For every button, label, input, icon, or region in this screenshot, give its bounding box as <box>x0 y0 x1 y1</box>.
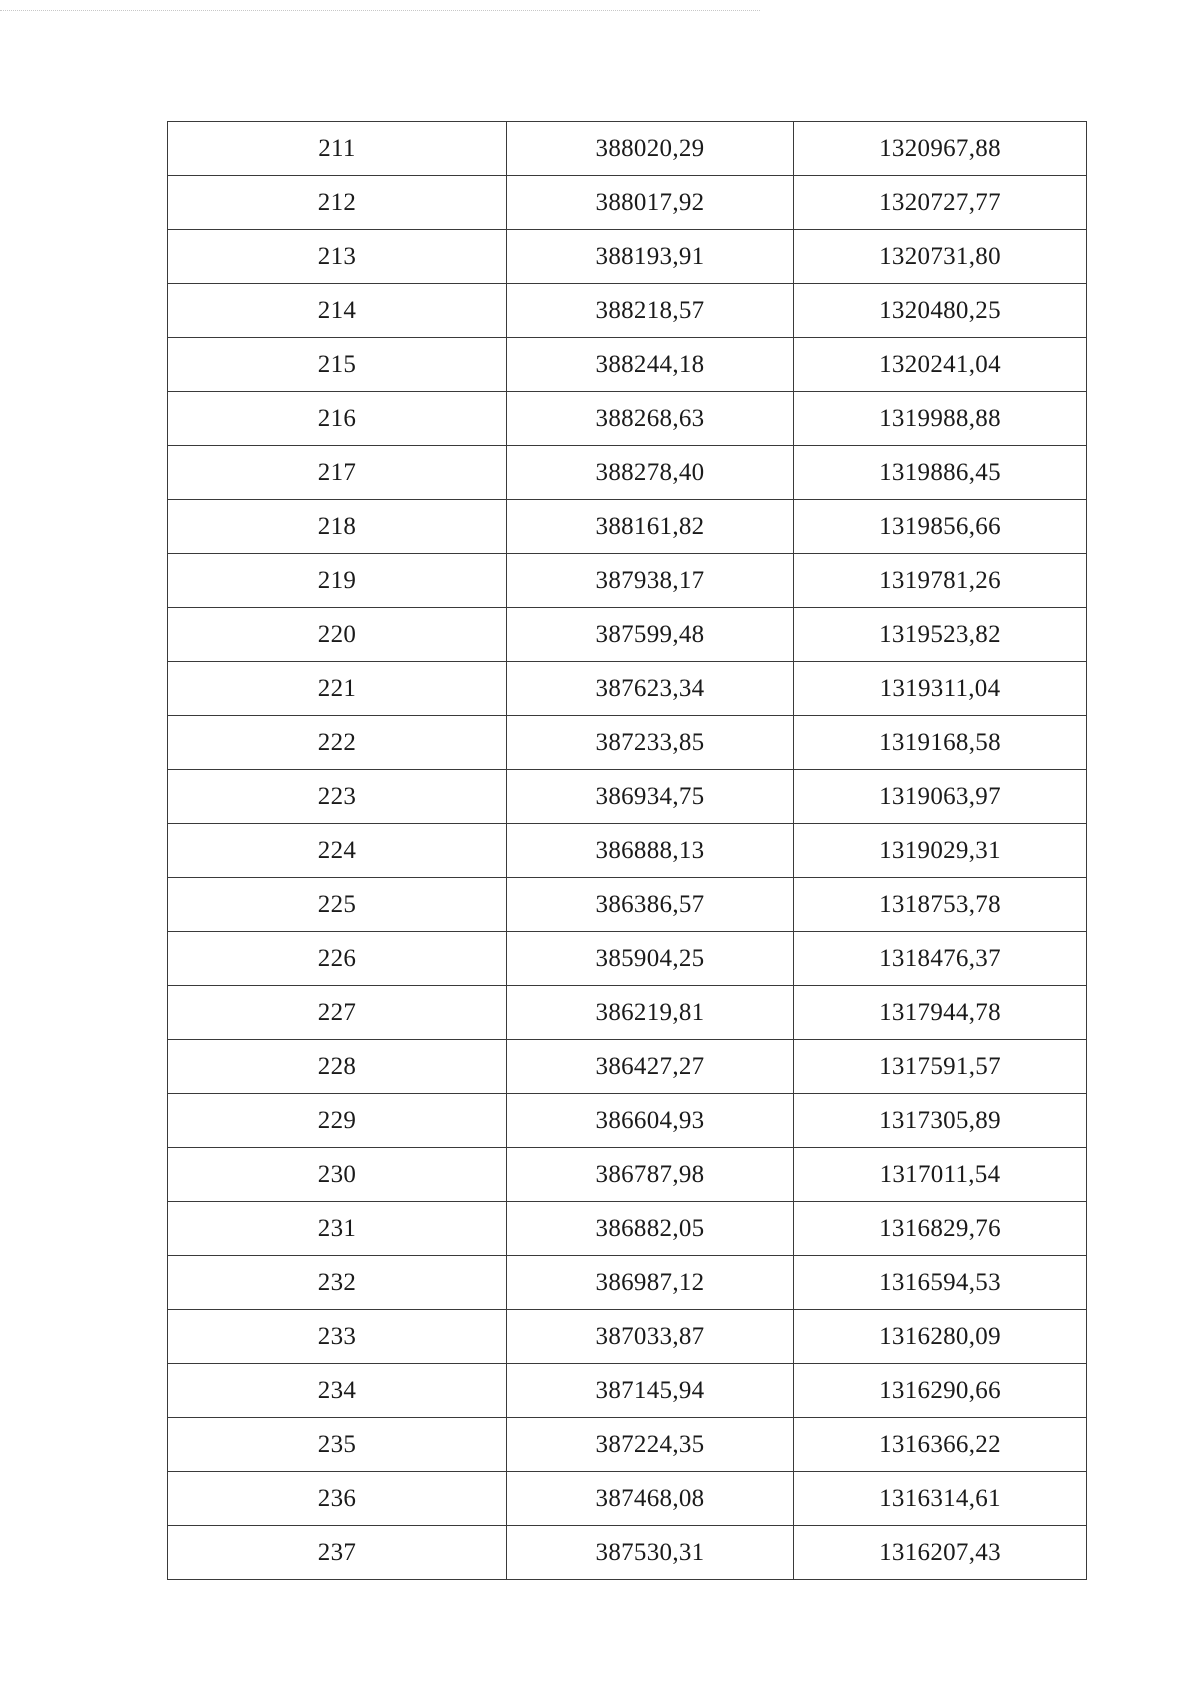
x-coordinate-cell: 388017,92 <box>507 176 794 230</box>
x-coordinate-cell: 386604,93 <box>507 1094 794 1148</box>
y-coordinate-cell: 1317305,89 <box>794 1094 1087 1148</box>
y-coordinate-cell: 1316207,43 <box>794 1526 1087 1580</box>
point-number-cell: 232 <box>168 1256 507 1310</box>
y-coordinate-cell: 1320967,88 <box>794 122 1087 176</box>
x-coordinate-cell: 388193,91 <box>507 230 794 284</box>
table-row <box>168 1364 1087 1418</box>
y-coordinate-cell: 1319168,58 <box>794 716 1087 770</box>
y-coordinate-cell: 1319063,97 <box>794 770 1087 824</box>
y-coordinate-cell: 1319523,82 <box>794 608 1087 662</box>
y-coordinate-cell: 1316829,76 <box>794 1202 1087 1256</box>
point-number-cell: 236 <box>168 1472 507 1526</box>
table-row <box>168 608 1087 662</box>
x-coordinate-cell: 387233,85 <box>507 716 794 770</box>
point-number-cell: 233 <box>168 1310 507 1364</box>
table-row <box>168 122 1087 176</box>
table-row <box>168 392 1087 446</box>
y-coordinate-cell: 1317011,54 <box>794 1148 1087 1202</box>
point-number-cell: 223 <box>168 770 507 824</box>
y-coordinate-cell: 1318476,37 <box>794 932 1087 986</box>
point-number-cell: 231 <box>168 1202 507 1256</box>
point-number-cell: 219 <box>168 554 507 608</box>
table-row <box>168 1094 1087 1148</box>
point-number-cell: 235 <box>168 1418 507 1472</box>
x-coordinate-cell: 387623,34 <box>507 662 794 716</box>
table-row <box>168 1040 1087 1094</box>
table-row <box>168 176 1087 230</box>
point-number-cell: 222 <box>168 716 507 770</box>
table-row <box>168 986 1087 1040</box>
table-row <box>168 878 1087 932</box>
y-coordinate-cell: 1320480,25 <box>794 284 1087 338</box>
y-coordinate-cell: 1319856,66 <box>794 500 1087 554</box>
point-number-cell: 211 <box>168 122 507 176</box>
point-number-cell: 217 <box>168 446 507 500</box>
point-number-cell: 225 <box>168 878 507 932</box>
point-number-cell: 234 <box>168 1364 507 1418</box>
y-coordinate-cell: 1320727,77 <box>794 176 1087 230</box>
table-row <box>168 770 1087 824</box>
y-coordinate-cell: 1316280,09 <box>794 1310 1087 1364</box>
point-number-cell: 213 <box>168 230 507 284</box>
x-coordinate-cell: 388268,63 <box>507 392 794 446</box>
y-coordinate-cell: 1316594,53 <box>794 1256 1087 1310</box>
table-row <box>168 1310 1087 1364</box>
x-coordinate-cell: 387938,17 <box>507 554 794 608</box>
x-coordinate-cell: 386219,81 <box>507 986 794 1040</box>
point-number-cell: 228 <box>168 1040 507 1094</box>
table-row <box>168 824 1087 878</box>
x-coordinate-cell: 386987,12 <box>507 1256 794 1310</box>
x-coordinate-cell: 386888,13 <box>507 824 794 878</box>
table-row <box>168 446 1087 500</box>
table-row <box>168 338 1087 392</box>
y-coordinate-cell: 1320241,04 <box>794 338 1087 392</box>
table-row <box>168 1526 1087 1580</box>
x-coordinate-cell: 388218,57 <box>507 284 794 338</box>
table-row <box>168 1148 1087 1202</box>
point-number-cell: 237 <box>168 1526 507 1580</box>
x-coordinate-cell: 387599,48 <box>507 608 794 662</box>
point-number-cell: 220 <box>168 608 507 662</box>
table-row <box>168 554 1087 608</box>
table-row <box>168 1418 1087 1472</box>
point-number-cell: 226 <box>168 932 507 986</box>
x-coordinate-cell: 386882,05 <box>507 1202 794 1256</box>
y-coordinate-cell: 1319029,31 <box>794 824 1087 878</box>
table-row <box>168 284 1087 338</box>
coordinates-table-body <box>168 122 1087 1580</box>
y-coordinate-cell: 1319311,04 <box>794 662 1087 716</box>
x-coordinate-cell: 387145,94 <box>507 1364 794 1418</box>
table-row <box>168 1202 1087 1256</box>
y-coordinate-cell: 1320731,80 <box>794 230 1087 284</box>
point-number-cell: 229 <box>168 1094 507 1148</box>
point-number-cell: 218 <box>168 500 507 554</box>
y-coordinate-cell: 1317591,57 <box>794 1040 1087 1094</box>
x-coordinate-cell: 388278,40 <box>507 446 794 500</box>
y-coordinate-cell: 1316366,22 <box>794 1418 1087 1472</box>
x-coordinate-cell: 387033,87 <box>507 1310 794 1364</box>
point-number-cell: 227 <box>168 986 507 1040</box>
x-coordinate-cell: 385904,25 <box>507 932 794 986</box>
x-coordinate-cell: 387224,35 <box>507 1418 794 1472</box>
coordinates-table <box>167 121 1087 1580</box>
y-coordinate-cell: 1319886,45 <box>794 446 1087 500</box>
x-coordinate-cell: 387530,31 <box>507 1526 794 1580</box>
table-row <box>168 1472 1087 1526</box>
y-coordinate-cell: 1317944,78 <box>794 986 1087 1040</box>
point-number-cell: 224 <box>168 824 507 878</box>
y-coordinate-cell: 1318753,78 <box>794 878 1087 932</box>
point-number-cell: 212 <box>168 176 507 230</box>
point-number-cell: 230 <box>168 1148 507 1202</box>
x-coordinate-cell: 386787,98 <box>507 1148 794 1202</box>
x-coordinate-cell: 386934,75 <box>507 770 794 824</box>
point-number-cell: 221 <box>168 662 507 716</box>
y-coordinate-cell: 1319781,26 <box>794 554 1087 608</box>
table-row <box>168 932 1087 986</box>
x-coordinate-cell: 388020,29 <box>507 122 794 176</box>
y-coordinate-cell: 1319988,88 <box>794 392 1087 446</box>
table-row <box>168 716 1087 770</box>
x-coordinate-cell: 386427,27 <box>507 1040 794 1094</box>
x-coordinate-cell: 388161,82 <box>507 500 794 554</box>
table-row <box>168 1256 1087 1310</box>
point-number-cell: 214 <box>168 284 507 338</box>
x-coordinate-cell: 386386,57 <box>507 878 794 932</box>
point-number-cell: 216 <box>168 392 507 446</box>
y-coordinate-cell: 1316290,66 <box>794 1364 1087 1418</box>
scan-artifact-line <box>0 10 760 11</box>
x-coordinate-cell: 388244,18 <box>507 338 794 392</box>
table-row <box>168 230 1087 284</box>
point-number-cell: 215 <box>168 338 507 392</box>
table-row <box>168 500 1087 554</box>
table-row <box>168 662 1087 716</box>
x-coordinate-cell: 387468,08 <box>507 1472 794 1526</box>
y-coordinate-cell: 1316314,61 <box>794 1472 1087 1526</box>
